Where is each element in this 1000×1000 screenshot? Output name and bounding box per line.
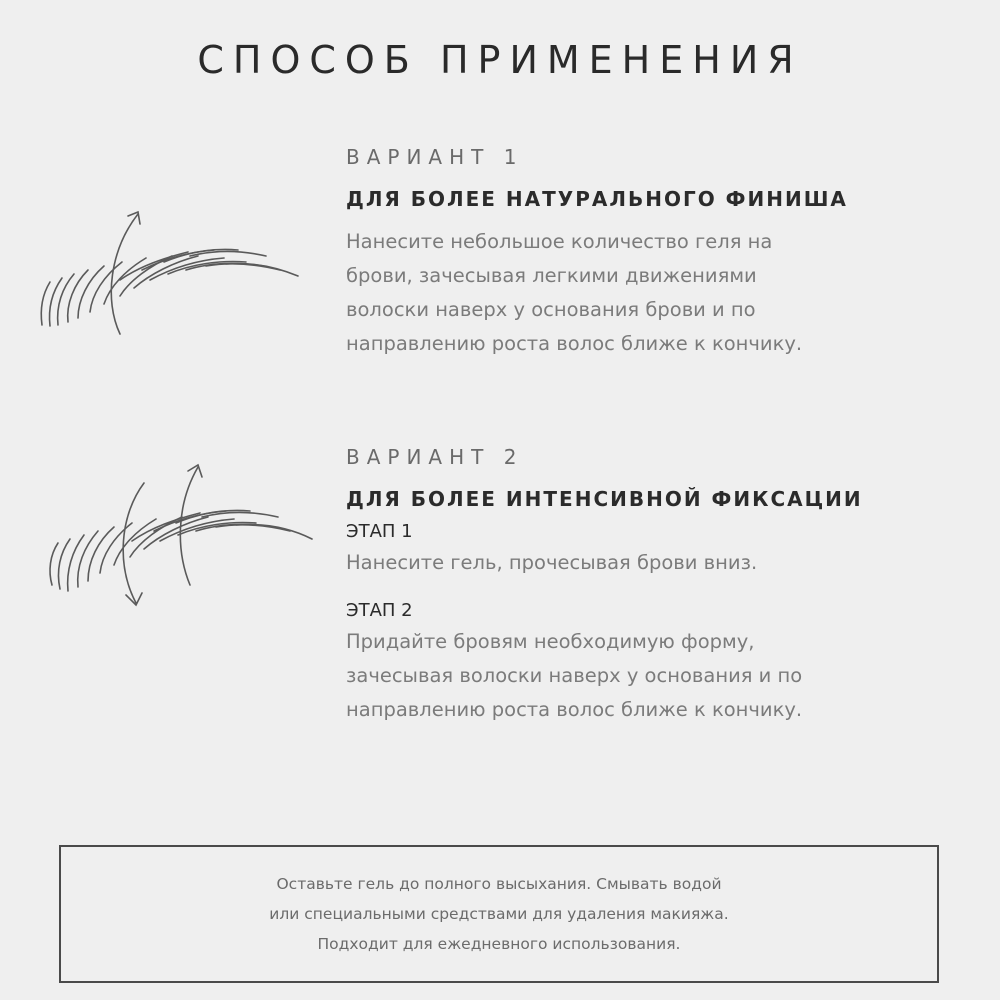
text-line: направлению роста волос ближе к кончику. (346, 698, 803, 721)
text-line: Нанесите небольшое количество геля на (346, 230, 773, 253)
eyebrow-down-up-arrows-icon (40, 455, 325, 615)
step-2-text (346, 625, 986, 727)
step-2-label: ЭТАП 2 (346, 600, 413, 621)
variant-2-heading: ДЛЯ БОЛЕЕ ИНТЕНСИВНОЙ ФИКСАЦИИ (346, 487, 863, 511)
variant-1-heading: ДЛЯ БОЛЕЕ НАТУРАЛЬНОГО ФИНИША (346, 187, 848, 211)
variant-1-text (346, 225, 986, 361)
usage-note-box (59, 845, 939, 983)
note-line: или специальными средствами для удаления макияжа. (269, 905, 729, 923)
variant-1-label: ВАРИАНТ 1 (346, 145, 524, 169)
variant-2-section (346, 445, 986, 727)
text-line: брови, зачесывая легкими движениями (346, 264, 757, 287)
text-line: Придайте бровям необходимую форму, (346, 630, 755, 653)
variant-1-section (346, 145, 986, 361)
variant-2-label: ВАРИАНТ 2 (346, 445, 524, 469)
text-line: направлению роста волос ближе к кончику. (346, 332, 803, 355)
step-1-label: ЭТАП 1 (346, 521, 413, 542)
eyebrow-up-arrow-icon (30, 200, 310, 340)
text-line: Нанесите гель, прочесывая брови вниз. (346, 551, 758, 574)
page-title: СПОСОБ ПРИМЕНЕНИЯ (197, 38, 803, 82)
text-line: зачесывая волоски наверх у основания и по (346, 664, 803, 687)
note-line: Подходит для ежедневного использования. (317, 935, 681, 953)
text-line: волоски наверх у основания брови и по (346, 298, 756, 321)
step-1-text (346, 546, 986, 580)
note-line: Оставьте гель до полного высыхания. Смывать водой (276, 875, 722, 893)
